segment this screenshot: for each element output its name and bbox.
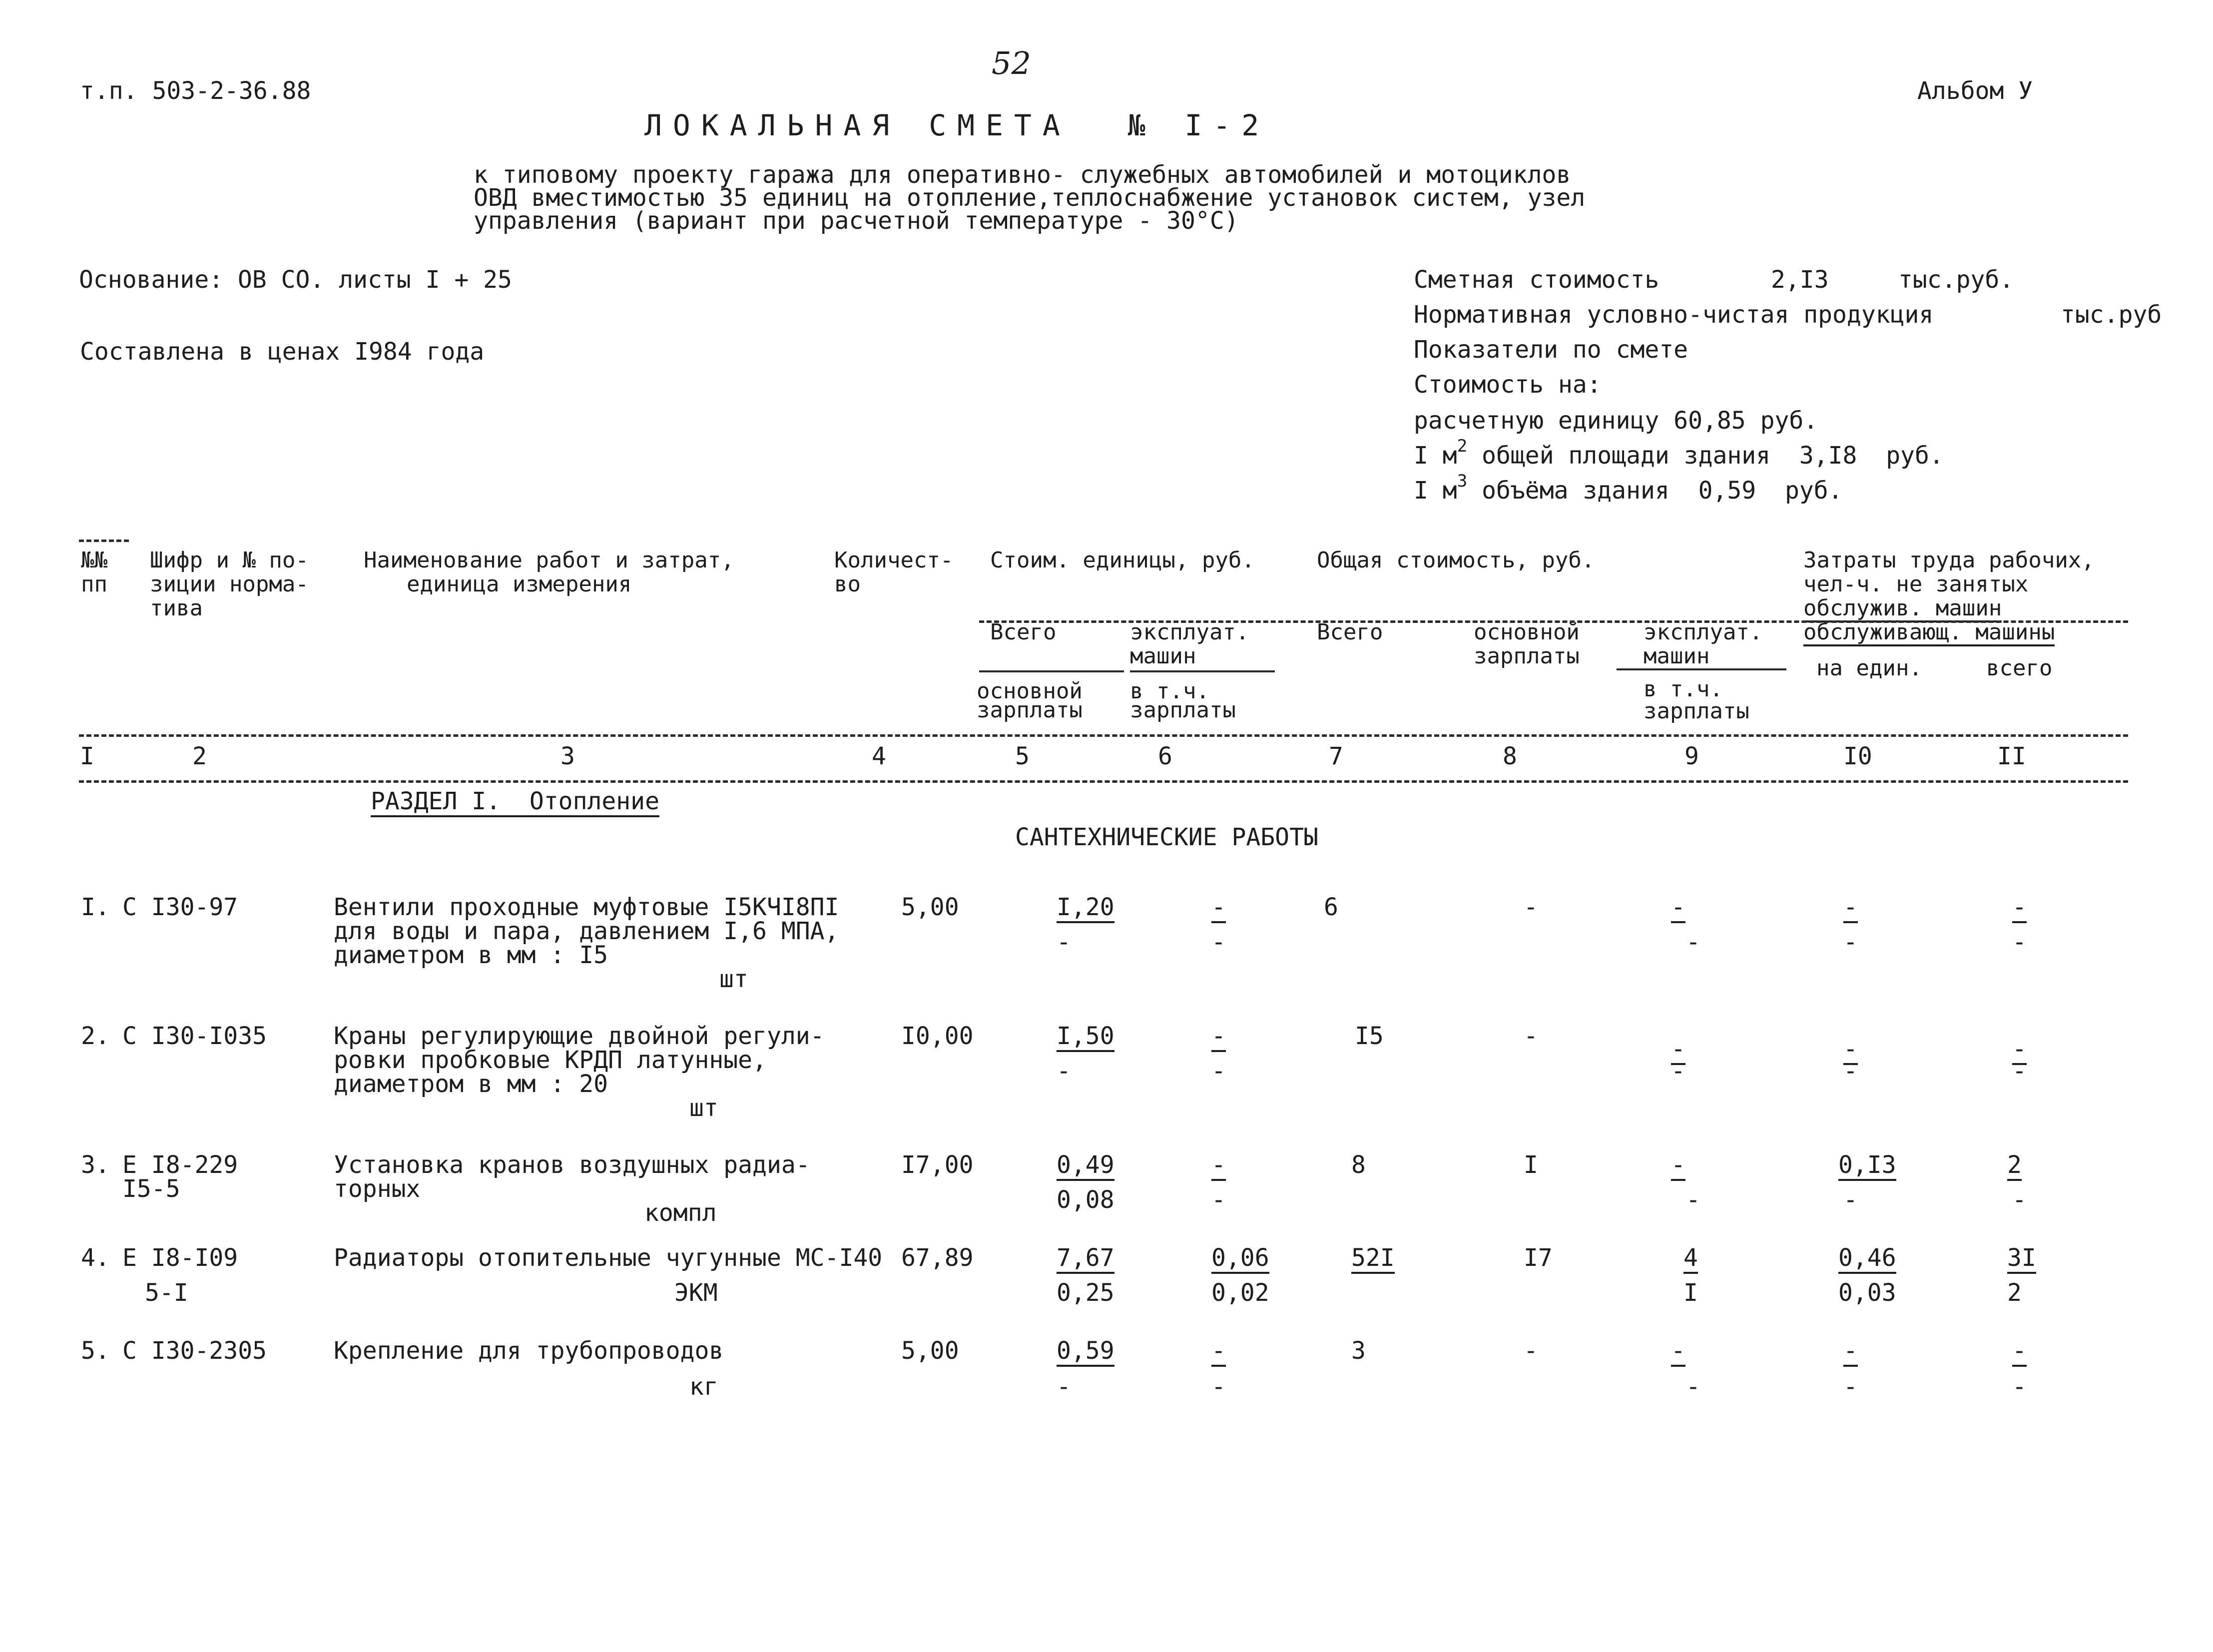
row1-c7: 6: [1324, 893, 1338, 921]
row1-c9a: [1671, 895, 1685, 923]
subtitle-line-1: к типовому проекту гаража для оперативно- служебных автомобилей и мотоциклов: [474, 161, 1571, 189]
row5-c11a-text: -: [2012, 1339, 2027, 1367]
col4-head-b: во: [834, 571, 861, 597]
head-ekspl-b: машин: [1130, 643, 1196, 669]
section-title: [371, 789, 659, 817]
row4-c6a-text: 0,06: [1211, 1246, 1269, 1274]
per-m3-exponent: 3: [1457, 471, 1468, 491]
row2-qty: I0,00: [901, 1022, 974, 1050]
row1-name2: для воды и пара, давлением I,6 МПА,: [334, 917, 839, 945]
row5-c5a: [1057, 1339, 1114, 1367]
row5-c6a: [1211, 1339, 1226, 1367]
row4-c7-text: 52I: [1351, 1246, 1395, 1274]
head-ekspl2-b: машин: [1644, 643, 1710, 669]
head-osn-a: основной: [977, 678, 1083, 704]
row4-c9b: I: [1683, 1279, 1698, 1307]
row1-c6a: [1211, 895, 1226, 923]
row3-unit: компл: [644, 1199, 717, 1227]
col1-head-b: пп: [81, 571, 107, 597]
row5-c10a-text: -: [1843, 1339, 1858, 1367]
row1-name1: Вентили проходные муфтовые I5КЧI8ПI: [334, 893, 839, 921]
row2-c6a: [1211, 1024, 1226, 1052]
row2-c11a-text: -: [2012, 1037, 2027, 1065]
row1-name3: диаметром в мм : I5: [334, 941, 608, 969]
row2-c6a-text: -: [1211, 1024, 1226, 1052]
col-number-8: 8: [1503, 742, 1517, 770]
row4-c6a: [1211, 1246, 1269, 1274]
per-m2-value: 3,I8: [1799, 442, 1857, 470]
row1-unit: шт: [719, 965, 748, 993]
per-m3-unit: руб.: [1784, 477, 1843, 505]
labor-head-a: Затраты труда рабочих,: [1803, 548, 2095, 573]
page-number: 52: [992, 45, 1031, 81]
per-m3-prefix: I м: [1414, 477, 1457, 505]
row1-c9a-text: -: [1671, 895, 1685, 923]
row4-c9a-text: 4: [1683, 1246, 1698, 1274]
row5-qty: 5,00: [901, 1337, 959, 1365]
row3-c11a-text: 2: [2007, 1153, 2022, 1181]
row1-c5a-text: I,20: [1057, 895, 1114, 923]
per-m2-label: общей площади здания: [1482, 442, 1771, 470]
row1-c10b: -: [1843, 928, 1858, 956]
row5-c6b: -: [1211, 1373, 1226, 1401]
row4-num: 4.: [81, 1244, 110, 1272]
row2-c5a: [1057, 1024, 1114, 1052]
row4-c8: I7: [1524, 1244, 1553, 1272]
row1-c8: -: [1524, 893, 1538, 921]
row5-c6a-text: -: [1211, 1339, 1226, 1367]
row5-c9b: -: [1686, 1373, 1700, 1401]
col-number-10: I0: [1843, 742, 1872, 770]
row5-c10b: -: [1843, 1373, 1858, 1401]
row2-c10a-text: -: [1843, 1037, 1858, 1065]
row1-qty: 5,00: [901, 893, 959, 921]
col4-head-a: Количест-: [834, 548, 954, 573]
section-subtitle: САНТЕХНИЧЕСКИЕ РАБОТЫ: [1015, 823, 1318, 851]
head-na-edin: на един.: [1816, 655, 1922, 681]
col-number-4: 4: [872, 742, 886, 770]
total-cost-head: Общая стоимость, руб.: [1317, 548, 1595, 573]
col3-head-a: Наименование работ и затрат,: [364, 548, 734, 573]
head-ekspl2-a: эксплуат.: [1644, 619, 1763, 645]
row5-c9a-text: -: [1671, 1339, 1685, 1367]
row3-c5a: [1057, 1153, 1114, 1181]
row3-name2: торных: [334, 1175, 421, 1203]
row2-c5b: -: [1057, 1057, 1071, 1085]
labor-head-d: обслуживающ. машины: [1803, 621, 2055, 646]
row3-c10a-text: 0,I3: [1838, 1153, 1896, 1181]
labor-head-b: чел-ч. не занятых: [1803, 571, 2029, 597]
header-rule-top-short: [79, 540, 129, 542]
row5-c11b: -: [2012, 1373, 2027, 1401]
row1-c10a: [1843, 895, 1858, 923]
row2-c9b: -: [1671, 1057, 1685, 1085]
row2-c11b: -: [2012, 1057, 2027, 1085]
row3-code2: I5-5: [122, 1175, 180, 1203]
row1-c11a: [2012, 895, 2027, 923]
project-code: т.п. 503-2-36.88: [80, 77, 311, 105]
row3-c11a: [2007, 1153, 2022, 1181]
row1-num: I.: [81, 893, 110, 921]
summary-cost-unit: тыс.руб.: [1898, 266, 2014, 294]
row2-num: 2.: [81, 1022, 110, 1050]
col-number-3: 3: [560, 742, 575, 770]
row4-unit: ЭКМ: [674, 1279, 718, 1307]
summary-per-m3: [1414, 471, 1843, 505]
row2-name3: диаметром в мм : 20: [334, 1070, 608, 1098]
row2-code: С I30-I035: [122, 1022, 267, 1050]
row2-c7: I5: [1355, 1022, 1384, 1050]
column-numbers-rule: [79, 780, 2128, 783]
row4-c6b: 0,02: [1211, 1279, 1269, 1307]
row5-num: 5.: [81, 1337, 110, 1365]
row4-c11a: [2007, 1246, 2036, 1274]
labor-head-c: обслужив. машин: [1803, 597, 2002, 622]
row1-c6a-text: -: [1211, 895, 1226, 923]
row1-c5a: [1057, 895, 1114, 923]
row1-code: С I30-97: [122, 893, 238, 921]
row1-c9b: -: [1686, 928, 1700, 956]
document-title: ЛОКАЛЬНАЯ СМЕТА № I-2: [644, 108, 1270, 142]
row4-qty: 67,89: [901, 1244, 974, 1272]
per-m2-exponent: 2: [1457, 436, 1468, 456]
head-vtch-b: зарплаты: [1130, 697, 1236, 723]
row4-c11b: 2: [2007, 1279, 2022, 1307]
head-vsego-2: Всего: [1317, 619, 1383, 645]
row3-c5b: 0,08: [1057, 1186, 1114, 1214]
album-label: Альбом У: [1917, 77, 2033, 105]
row3-c7: 8: [1351, 1151, 1366, 1179]
basis-prices: Составлена в ценах I984 года: [80, 338, 485, 366]
col-number-1: I: [80, 742, 94, 770]
section-title-text: РАЗДЕЛ I. Отопление: [371, 789, 659, 817]
subtitle-line-3: управления (вариант при расчетной температуре - 30°С): [474, 207, 1239, 235]
row4-c5a-text: 7,67: [1057, 1246, 1114, 1274]
row2-c5a-text: I,50: [1057, 1024, 1114, 1052]
head-vtch2-b: зарплаты: [1644, 698, 1749, 724]
row5-c5a-text: 0,59: [1057, 1339, 1114, 1367]
head-ekspl2-underline: [1617, 668, 1786, 670]
row3-c6a: [1211, 1153, 1226, 1181]
head-osn2-a: основной: [1474, 619, 1580, 645]
row3-name1: Установка кранов воздушных радиа-: [334, 1151, 810, 1179]
col-number-5: 5: [1015, 742, 1030, 770]
row4-name1: Радиаторы отопительные чугунные МС-I40: [334, 1244, 883, 1272]
head-vtch-a: в т.ч.: [1130, 678, 1209, 704]
unit-cost-head: Стоим. единицы, руб.: [990, 548, 1255, 573]
row2-name1: Краны регулирующие двойной регули-: [334, 1022, 825, 1050]
head-vsego-underline: [979, 670, 1124, 672]
row3-code: Е I8-229: [122, 1151, 238, 1179]
summary-cost-label: Сметная стоимость: [1414, 266, 1660, 294]
per-m3-value: 0,59: [1698, 477, 1756, 505]
basis-osnovanie: Основание: ОВ СО. листы I + 25: [79, 266, 512, 294]
head-vtch2-a: в т.ч.: [1644, 676, 1723, 702]
col3-head-b: единица измерения: [407, 571, 632, 597]
row5-c5b: -: [1057, 1373, 1071, 1401]
head-vsego-3: всего: [1986, 655, 2053, 681]
row5-c11a: [2012, 1339, 2027, 1367]
per-m2-prefix: I м: [1414, 442, 1457, 470]
summary-normative-label: Нормативная условно-чистая продукция: [1414, 301, 1934, 329]
row4-c10a-text: 0,46: [1838, 1246, 1896, 1274]
summary-per-unit: расчетную единицу 60,85 руб.: [1414, 407, 1818, 435]
row5-c10a: [1843, 1339, 1858, 1367]
row3-c11b: -: [2012, 1186, 2027, 1214]
row1-c5b: -: [1057, 928, 1071, 956]
head-osn-b: зарплаты: [977, 697, 1083, 723]
row3-c5a-text: 0,49: [1057, 1153, 1114, 1181]
header-rule-bottom: [79, 734, 2128, 737]
row3-num: 3.: [81, 1151, 110, 1179]
row4-c9a: [1683, 1246, 1698, 1274]
row4-code2: 5-I: [145, 1279, 188, 1307]
per-m3-label: объёма здания: [1482, 477, 1669, 505]
row2-c6b: -: [1211, 1057, 1226, 1085]
row4-c7: [1351, 1246, 1395, 1274]
row5-name1: Крепление для трубопроводов: [334, 1337, 724, 1365]
summary-normative-unit: тыс.руб: [2061, 301, 2162, 329]
row2-c8: -: [1524, 1022, 1538, 1050]
head-ekspl-underline: [1130, 670, 1275, 672]
row4-c5b: 0,25: [1057, 1279, 1114, 1307]
row3-c6b: -: [1211, 1186, 1226, 1214]
row1-c11a-text: -: [2012, 895, 2027, 923]
row4-c5a: [1057, 1246, 1114, 1274]
row3-c8: I: [1524, 1151, 1538, 1179]
row4-c10b: 0,03: [1838, 1279, 1896, 1307]
col-number-2: 2: [192, 742, 207, 770]
col2-head-c: тива: [150, 595, 203, 621]
row2-name2: ровки пробковые КРДП латунные,: [334, 1046, 767, 1074]
row3-c10a: [1838, 1153, 1896, 1181]
col-number-11: II: [1997, 742, 2026, 770]
head-vsego-1: Всего: [990, 619, 1057, 645]
head-ekspl-a: эксплуат.: [1130, 619, 1249, 645]
row1-c10a-text: -: [1843, 895, 1858, 923]
row5-c7: 3: [1351, 1337, 1366, 1365]
row5-code: С I30-2305: [122, 1337, 267, 1365]
row2-c9a-text: -: [1671, 1037, 1685, 1065]
row4-c10a: [1838, 1246, 1896, 1274]
col2-head-b: зиции норма-: [150, 571, 309, 597]
col2-head-a: Шифр и № по-: [150, 548, 309, 573]
per-m2-unit: руб.: [1886, 442, 1944, 470]
row3-qty: I7,00: [901, 1151, 974, 1179]
row5-c9a: [1671, 1339, 1685, 1367]
col1-head-a: №№: [81, 548, 107, 573]
col-number-6: 6: [1158, 742, 1172, 770]
subtitle-line-2: ОВД вместимостью 35 единиц на отопление,теплоснабжение установок систем, узел: [474, 184, 1586, 212]
row3-c10b: -: [1843, 1186, 1858, 1214]
row4-c11a-text: 3I: [2007, 1246, 2036, 1274]
row4-code: Е I8-I09: [122, 1244, 238, 1272]
row3-c9a-text: -: [1671, 1153, 1685, 1181]
col-number-9: 9: [1684, 742, 1699, 770]
summary-cost-on: Стоимость на:: [1414, 371, 1602, 399]
summary-indicators: Показатели по смете: [1414, 336, 1688, 364]
col-number-7: 7: [1329, 742, 1343, 770]
row3-c9a: [1671, 1153, 1685, 1181]
row2-unit: шт: [689, 1094, 718, 1122]
row1-c6b: -: [1211, 928, 1226, 956]
row3-c9b: -: [1686, 1186, 1700, 1214]
row2-c10b: -: [1843, 1057, 1858, 1085]
row1-c11b: -: [2012, 928, 2027, 956]
row5-c8: -: [1524, 1337, 1538, 1365]
summary-cost-value: 2,I3: [1771, 266, 1829, 294]
row3-c6a-text: -: [1211, 1153, 1226, 1181]
row5-unit: кг: [689, 1373, 718, 1401]
summary-per-m2: [1414, 436, 1944, 470]
head-osn2-b: зарплаты: [1474, 643, 1580, 669]
